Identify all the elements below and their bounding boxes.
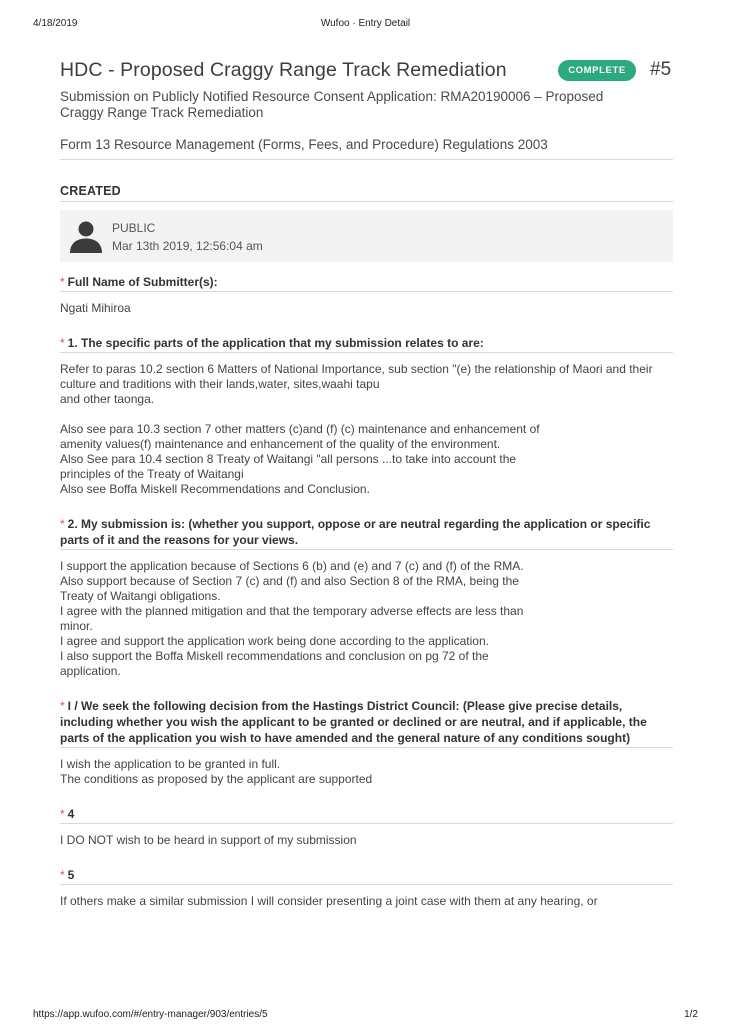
- required-marker: *: [60, 517, 65, 531]
- print-title: Wufoo · Entry Detail: [320, 18, 411, 29]
- field-paragraph: I DO NOT wish to be heard in support of my submission: [60, 833, 357, 847]
- field-value: [60, 559, 673, 679]
- field-value: [60, 362, 673, 497]
- page-url: https://app.wufoo.com/#/entry-manager/903/entries/5: [33, 1009, 268, 1020]
- field-label-text: 1. The specific parts of the application that my submission relates to are:: [67, 336, 484, 350]
- status-badge: COMPLETE: [558, 60, 636, 81]
- entry-subtitle: Submission on Publicly Notified Resource Consent Application: RMA20190006 – Proposed Craggy Range Track Remediation: [60, 89, 604, 120]
- form-field: [60, 274, 673, 316]
- field-label-text: 5: [67, 868, 75, 882]
- field-value: [60, 757, 673, 787]
- field-label-text: 2. My submission is: (whether you support, oppose or are neutral regarding the application or specific parts of it and the reasons for your views.: [60, 517, 651, 547]
- created-heading: CREATED: [60, 184, 673, 202]
- print-date: 4/18/2019: [33, 18, 78, 29]
- field-label: [60, 806, 673, 824]
- field-paragraph: Refer to paras 10.2 section 6 Matters of National Importance, sub section "(e) the relationship of Maori and their culture and traditions with their lands,water, sites,waahi tapu and other taonga.: [60, 362, 653, 406]
- entry-header: [60, 56, 673, 88]
- field-label-text: Full Name of Submitter(s):: [67, 275, 218, 289]
- created-by: PUBLIC: [112, 221, 156, 235]
- required-marker: *: [60, 275, 65, 289]
- entry-title: HDC - Proposed Craggy Range Track Remediation: [60, 59, 507, 81]
- required-marker: *: [60, 699, 65, 713]
- page-number: 1/2: [684, 1009, 698, 1020]
- field-label: [60, 698, 673, 748]
- field-value: [60, 301, 673, 316]
- field-paragraph: Also see para 10.3 section 7 other matters (c)and (f) (c) maintenance and enhancement of amenity values(f) maintenance and enhancement of the quality of the environment. Also See para 10.4 section 8 Treaty of Waitangi "all persons ...to take into account the principles of the Treaty of Waitangi Also see Boffa Miskell Recommendations and Conclusion.: [60, 422, 540, 496]
- field-value: [60, 894, 673, 909]
- field-label: [60, 867, 673, 885]
- field-paragraph: I wish the application to be granted in full. The conditions as proposed by the applicant are supported: [60, 757, 373, 786]
- form-field: [60, 516, 673, 679]
- entry-regulation: Form 13 Resource Management (Forms, Fees, and Procedure) Regulations 2003: [60, 137, 673, 160]
- field-label: [60, 516, 673, 550]
- field-paragraph: If others make a similar submission I will consider presenting a joint case with them at any hearing, or: [60, 894, 598, 908]
- form-field: [60, 335, 673, 497]
- print-header: [0, 18, 731, 32]
- field-label: [60, 335, 673, 353]
- field-paragraph: Ngati Mihiroa: [60, 301, 131, 315]
- field-value: [60, 833, 673, 848]
- field-label-text: 4: [67, 807, 75, 821]
- entry-fields: [60, 274, 673, 909]
- field-paragraph: I support the application because of Sections 6 (b) and (e) and 7 (c) and (f) of the RMA. Also support because of Section 7 (c) and (f) and also Section 8 of the RMA, being the Treaty of Waitangi obligations. I agree with the planned mitigation and that the temporary adverse effects are less than minor. I agree and support the application work being done according to the application. I also support the Boffa Miskell recommendations and conclusion on pg 72 of the application.: [60, 559, 524, 678]
- print-footer: [0, 1009, 731, 1023]
- created-info: [60, 210, 673, 262]
- entry-number: #5: [650, 59, 672, 80]
- created-date: Mar 13th 2019, 12:56:04 am: [112, 239, 263, 253]
- entry-detail: [60, 56, 673, 909]
- user-avatar-icon: [69, 219, 103, 253]
- required-marker: *: [60, 807, 65, 821]
- required-marker: *: [60, 868, 65, 882]
- field-label-text: I / We seek the following decision from the Hastings District Council: (Please give precise details, including whether you wish the applicant to be granted or declined or are neutral, and if applicable, the parts of the application you wish to have amended and the general nature of any conditions sought): [60, 699, 647, 745]
- form-field: [60, 806, 673, 848]
- form-field: [60, 698, 673, 787]
- form-field: [60, 867, 673, 909]
- required-marker: *: [60, 336, 65, 350]
- field-label: [60, 274, 673, 292]
